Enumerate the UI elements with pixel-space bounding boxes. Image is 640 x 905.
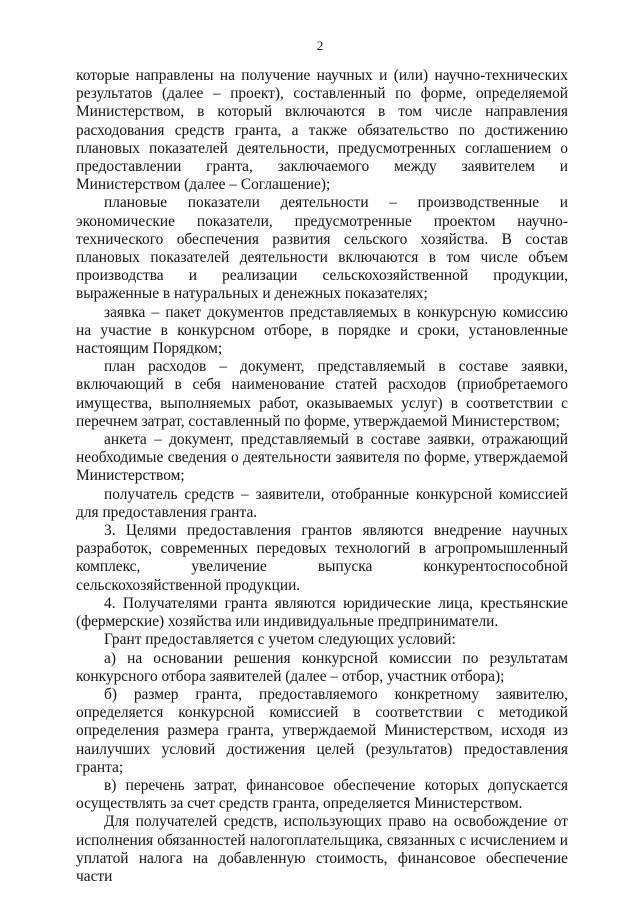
- paragraph-condition-b: б) размер гранта, предоставляемого конкретному заявителю, определяется конкурсной комиссией в соответствии с методикой определения размера гранта, утверждаемой Министерством, исходя из наилучших условий достижения целей (результатов) предоставления гранта;: [76, 685, 568, 776]
- paragraph-condition-a: а) на основании решения конкурсной комиссии по результатам конкурсного отбора заявителей (далее – отбор, участник отбора);: [76, 649, 568, 685]
- paragraph-planned-indicators: плановые показатели деятельности – производственные и экономические показатели, предусмотренные проектом научно-технического обеспечения развития сельского хозяйства. В состав плановых показателей деятельности включаются в том числе объем производства и реализации сельскохозяйственной продукции, выраженные в натуральных и денежных показателях;: [76, 194, 568, 303]
- paragraph-vat-recipients: Для получателей средств, использующих право на освобождение от исполнения обязанностей налогоплательщика, связанных с исчислением и уплатой налога на добавленную стоимость, финансовое обеспечение части: [76, 813, 568, 885]
- paragraph-section-4-recipients: 4. Получателями гранта являются юридические лица, крестьянские (фермерские) хозяйства или индивидуальные предприниматели.: [76, 594, 568, 631]
- paragraph-section-3-goals: 3. Целями предоставления грантов являются внедрение научных разработок, современных передовых технологий в агропромышленный комплекс, увеличение выпуска конкурентоспособной сельскохозяйственной продукции.: [76, 522, 568, 594]
- page-number: 2: [316, 38, 324, 53]
- paragraph-grant-conditions: Грант предоставляется с учетом следующих условий:: [104, 631, 456, 649]
- paragraph-questionnaire: анкета – документ, представляемый в составе заявки, отражающий необходимые сведения о деятельности заявителя по форме, утверждаемой Министерством;: [76, 431, 568, 485]
- paragraph-project-definition-continued: которые направлены на получение научных и (или) научно-технических результатов (далее – проект), составленный по форме, определяемой Министерством, в который включаются в том числе направления расходования средств гранта, а также обязательство по достижению плановых показателей деятельности, предусмотренных соглашением о предоставлении гранта, заключаемого между заявителем и Министерством (далее – Соглашение);: [76, 67, 568, 194]
- paragraph-recipient: получатель средств – заявители, отобранные конкурсной комиссией для предоставления гранта.: [76, 485, 568, 521]
- paragraph-application: заявка – пакет документов представляемых в конкурсную комиссию на участие в конкурсном отборе, в порядке и сроки, установленные настоящим Порядком;: [76, 303, 568, 358]
- paragraph-expense-plan: план расходов – документ, представляемый в составе заявки, включающий в себя наименование статей расходов (приобретаемого имущества, выполняемых работ, оказываемых услуг) в соответствии с перечнем затрат, составленный по форме, утверждаемой Министерством;: [76, 358, 568, 430]
- paragraph-condition-c: в) перечень затрат, финансовое обеспечение которых допускается осуществлять за счет средств гранта, определяется Министерством.: [76, 776, 568, 813]
- document-body: [76, 67, 568, 886]
